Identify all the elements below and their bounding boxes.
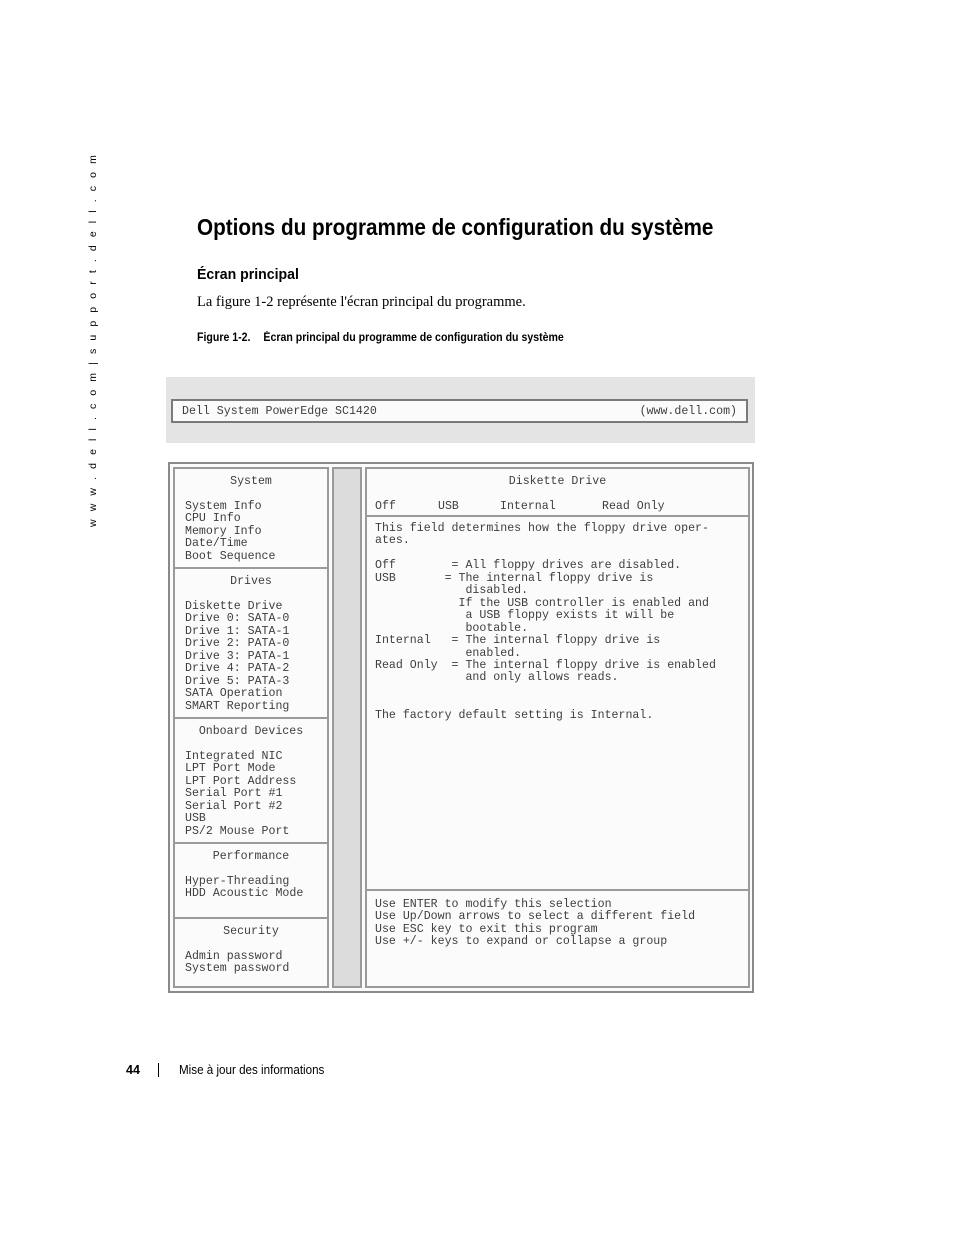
detail-pane	[365, 467, 750, 988]
setup-screenshot	[166, 377, 755, 997]
help-area	[367, 517, 748, 891]
title-bar	[171, 399, 748, 423]
menu-section-head: Drives	[230, 575, 272, 588]
system-title: Dell System PowerEdge SC1420	[182, 405, 377, 418]
vendor-url: (www.dell.com)	[639, 405, 737, 418]
menu-section-security[interactable]	[175, 919, 327, 986]
menu-section-items[interactable]: System Info CPU Info Memory Info Date/Time Boot Sequence	[185, 500, 276, 563]
menu-section-items[interactable]: Integrated NIC LPT Port Mode LPT Port Address Serial Port #1 Serial Port #2 USB PS/2 Mouse Port	[185, 750, 297, 838]
figure-caption	[197, 332, 564, 344]
key-help-text: Use ENTER to modify this selection Use Up/Down arrows to select a different field Use ESC key to exit this program Use +/- keys to expand or collapse a group	[375, 898, 696, 949]
main-frame	[168, 462, 754, 993]
page-heading: Options du programme de configuration du système	[197, 214, 714, 240]
menu-section-head: Onboard Devices	[198, 725, 304, 738]
intro-paragraph: La figure 1-2 représente l'écran principal du programme.	[197, 294, 526, 310]
menu-section-head: Performance	[212, 850, 290, 863]
page-number: 44	[126, 1063, 140, 1077]
menu-section-items[interactable]: Hyper-Threading HDD Acoustic Mode	[185, 875, 304, 901]
detail-header	[367, 469, 748, 517]
title-band	[166, 377, 755, 443]
menu-pane	[173, 467, 329, 988]
footer-divider	[158, 1063, 159, 1077]
menu-section-items[interactable]: Diskette Drive Drive 0: SATA-0 Drive 1: SATA-1 Drive 2: PATA-0 Drive 3: PATA-1 Drive 4: PATA-2 Drive 5: PATA-3 SATA Operation SMART Reporting	[185, 600, 290, 713]
menu-section-performance[interactable]	[175, 844, 327, 919]
side-url: w w w . d e l l . c o m | s u p p o r t . d e l l . c o m	[87, 152, 99, 528]
scrollbar[interactable]	[332, 467, 362, 988]
menu-section-head: System	[230, 475, 272, 488]
menu-section-head: Security	[223, 925, 279, 938]
menu-section-system[interactable]	[175, 469, 327, 569]
menu-section-onboard-devices[interactable]	[175, 719, 327, 844]
figure-label: Figure 1-2.	[197, 332, 251, 344]
help-text: This field determines how the floppy drive oper- ates. Off = All floppy drives are disabled. USB = The internal floppy drive is disabled. If the USB controller is enabled and a USB floppy exists it will be bootable. Internal = The internal floppy drive is enabled. Read Only = The internal floppy drive is enabled and only allows reads. The factory default setting is Internal.	[375, 522, 716, 722]
option-internal[interactable]: Internal	[500, 500, 556, 513]
menu-section-items[interactable]: Admin password System password	[185, 950, 290, 976]
figure-title: Écran principal du programme de configuration du système	[263, 332, 564, 344]
footer-title: Mise à jour des informations	[179, 1063, 325, 1077]
menu-section-drives[interactable]	[175, 569, 327, 719]
option-read-only[interactable]: Read Only	[602, 500, 665, 513]
section-subheading: Écran principal	[197, 266, 299, 283]
detail-title: Diskette Drive	[508, 475, 607, 488]
option-off[interactable]: Off	[375, 500, 396, 513]
option-usb[interactable]: USB	[438, 500, 459, 513]
